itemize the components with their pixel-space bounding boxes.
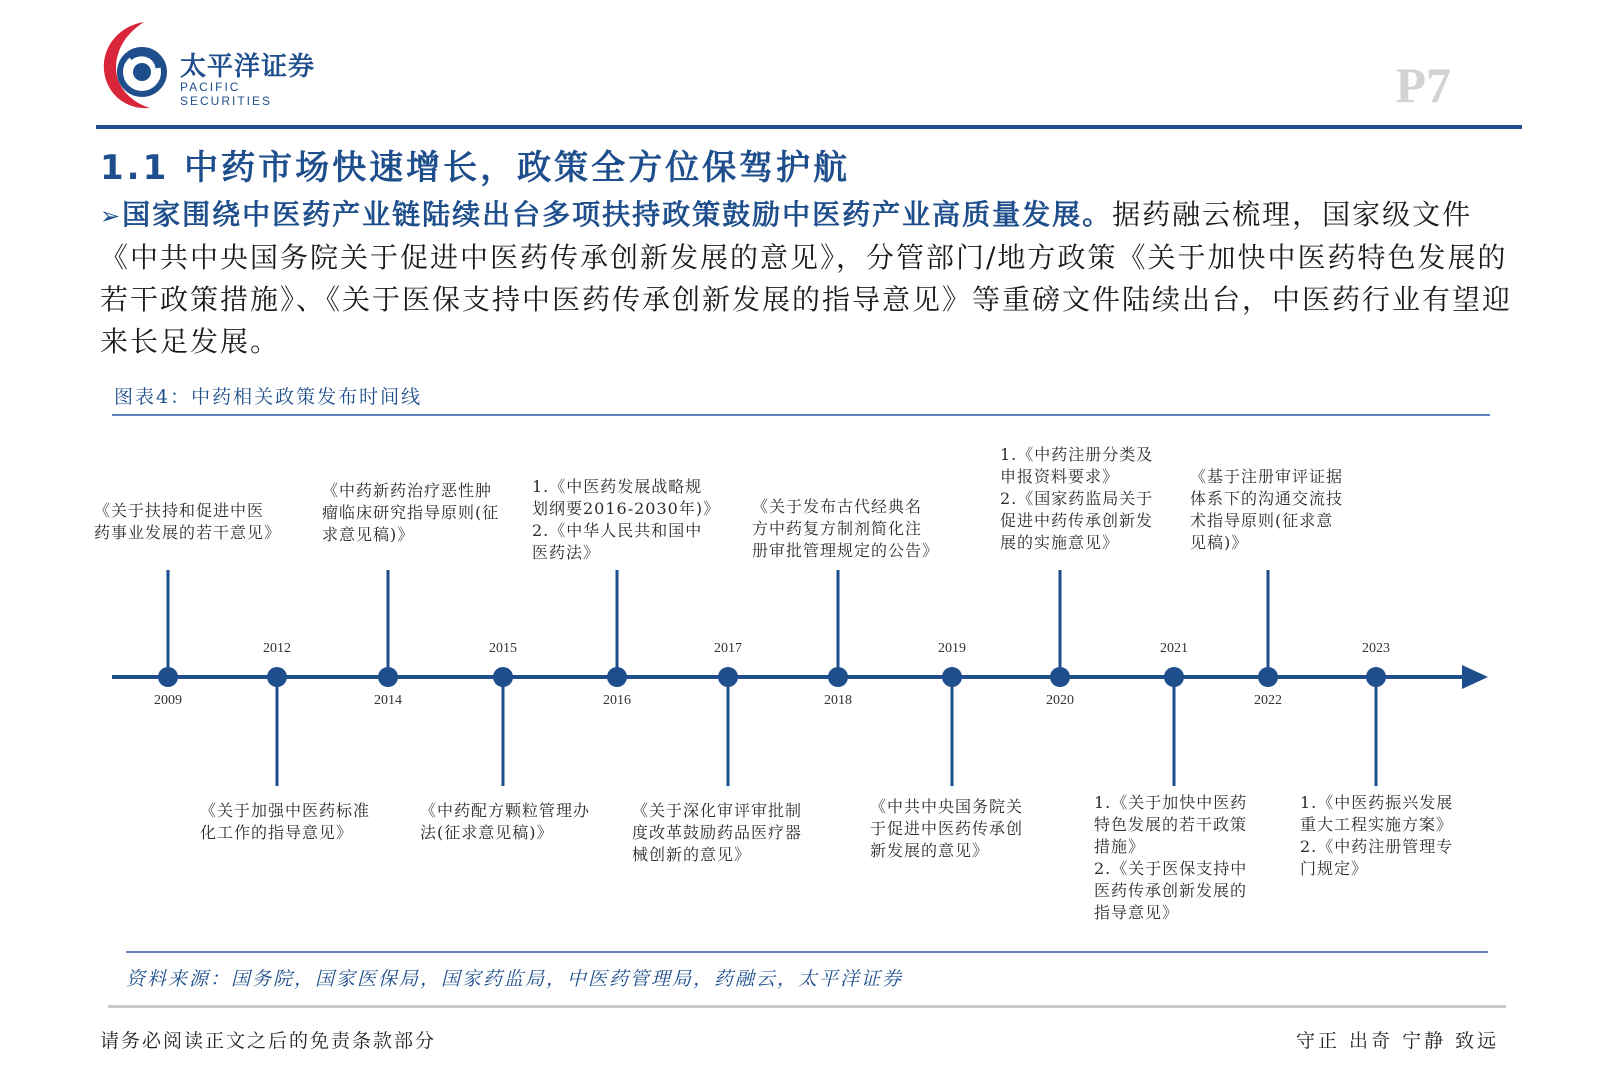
timeline-arrow-icon <box>1462 665 1488 689</box>
event-year: 2020 <box>1046 693 1074 708</box>
event-year: 2015 <box>489 641 517 656</box>
event-node <box>378 667 398 687</box>
bullet-arrow-icon: ➢ <box>100 202 123 230</box>
paragraph-highlight: 国家围绕中医药产业链陆续出台多项扶持政策鼓励中医药产业高质量发展。 <box>122 198 1113 231</box>
event-document: 《中药新药治疗恶性肿 瘤临床研究指导原则(征 求意见稿)》 <box>322 481 500 544</box>
page-number: P7 <box>1395 57 1451 113</box>
event-year: 2018 <box>824 693 852 708</box>
event-year: 2023 <box>1362 641 1390 656</box>
event-node <box>158 667 178 687</box>
event-document: 《关于深化审评审批制 度改革鼓励药品医疗器 械创新的意见》 <box>632 801 803 864</box>
event-node <box>1050 667 1070 687</box>
event-document: 《中共中央国务院关 于促进中医药传承创 新发展的意见》 <box>870 797 1024 860</box>
event-document: 1.《中医药振兴发展 重大工程实施方案》 2.《中药注册管理专 门规定》 <box>1300 793 1454 878</box>
footer-motto: 守正 出奇 宁静 致远 <box>1296 1030 1500 1052</box>
footer-divider <box>108 1005 1506 1008</box>
event-node <box>942 667 962 687</box>
event-document: 1.《中药注册分类及 申报资料要求》 2.《国家药监局关于 促进中药传承创新发 展的实施意见》 <box>1000 445 1154 552</box>
figure-title: 图表4：中药相关政策发布时间线 <box>114 386 423 408</box>
event-node <box>718 667 738 687</box>
event-document: 《基于注册审评证据 体系下的沟通交流技 术指导原则(征求意 见稿)》 <box>1190 467 1344 552</box>
footer-disclaimer: 请务必阅读正文之后的免责条款部分 <box>100 1030 437 1052</box>
event-document: 《关于加强中医药标准 化工作的指导意见》 <box>200 801 371 842</box>
event-node <box>493 667 513 687</box>
event-document: 1.《中医药发展战略规 划纲要2016-2030年)》 2.《中华人民共和国中 医药法》 <box>532 477 721 562</box>
event-document: 1.《关于加快中医药 特色发展的若干政策 措施》 2.《关于医保支持中 医药传承创新发展的 指导意见》 <box>1094 793 1248 922</box>
figure-bottom-divider <box>126 951 1488 953</box>
event-node <box>267 667 287 687</box>
event-year: 2012 <box>263 641 291 656</box>
event-node <box>607 667 627 687</box>
event-year: 2016 <box>603 693 631 708</box>
event-year: 2021 <box>1160 641 1188 656</box>
brand-name-en: PACIFIC SECURITIES <box>180 80 273 108</box>
brand-name-cn: 太平洋证券 <box>180 52 316 82</box>
event-document: 《关于扶持和促进中医 药事业发展的若干意见》 <box>94 501 282 542</box>
event-document: 《中药配方颗粒管理办 法(征求意见稿)》 <box>420 801 591 842</box>
event-year: 2014 <box>374 693 402 708</box>
event-node <box>1258 667 1278 687</box>
section-title: 1.1 中药市场快速增长，政策全方位保驾护航 <box>100 148 851 188</box>
event-year: 2017 <box>714 641 742 656</box>
event-node <box>1164 667 1184 687</box>
event-node <box>1366 667 1386 687</box>
figure-source: 资料来源：国务院，国家医保局，国家药监局，中医药管理局，药融云，太平洋证券 <box>126 968 904 990</box>
event-year: 2022 <box>1254 693 1282 708</box>
event-year: 2019 <box>938 641 966 656</box>
paragraph-body: 据药融云梳理，国家级文件《中共中央国务院关于促进中医药传承创新发展的意见》，分管部门/地方政策《关于加快中医药特色发展的若干政策措施》、《关于医保支持中医药传承创新发展的指导意见》等重磅文件陆续出台，中医药行业有望迎来长足发展。 <box>100 198 1513 358</box>
event-document: 《关于发布古代经典名 方中药复方制剂简化注 册审批管理规定的公告》 <box>752 497 940 560</box>
event-year: 2009 <box>154 693 182 708</box>
event-node <box>828 667 848 687</box>
